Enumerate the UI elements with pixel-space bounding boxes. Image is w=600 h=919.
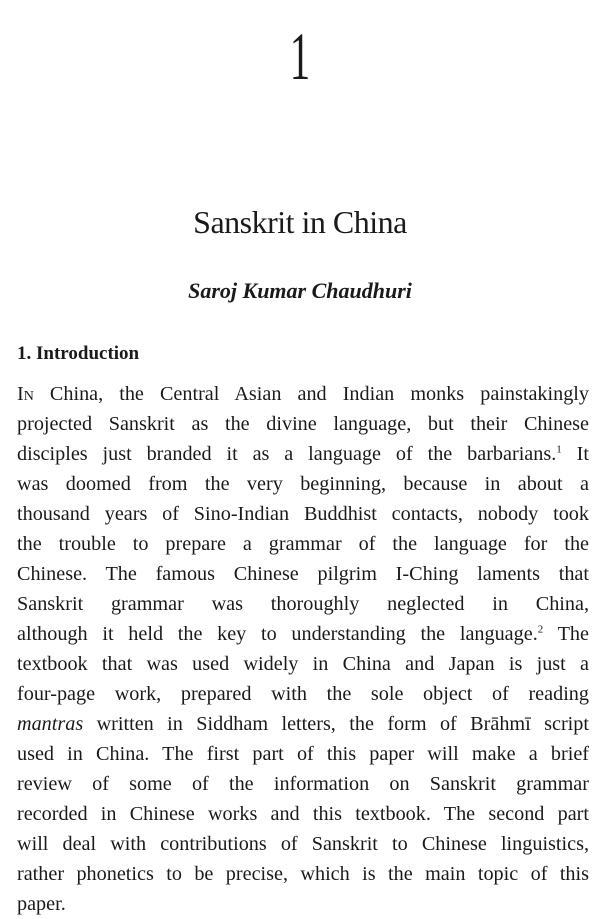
text-line: Sanskrit grammar was thoroughly neglected in China, [17,593,589,615]
text-line [17,439,589,469]
footnote-ref: 1 [556,443,562,456]
chapter-number: 1 [289,18,311,94]
line-text: China, the Central Asian and Indian monks painstakingly [33,383,589,405]
line-text: disciples just branded it as a language of the barbarians. [17,443,557,465]
author-name: Saroj Kumar Chaudhuri [188,278,412,303]
line-text: The [543,623,589,645]
text-line [17,619,589,649]
body-paragraph [17,379,589,919]
line-text: It [561,443,589,465]
footnote-ref: 2 [537,623,544,636]
text-line [17,709,589,739]
text-line: Chinese. The famous Chinese pilgrim I-Ching laments that [17,563,589,585]
text-line: rather phonetics to be precise, which is the main topic of this [17,863,589,885]
text-line: review of some of the information on Sanskrit grammar [17,773,589,795]
text-line [17,379,589,409]
text-line: paper. [17,893,66,915]
text-line: four-page work, prepared with the sole object of reading [17,683,589,705]
chapter-title: Sanskrit in China [193,204,407,240]
italic-word: mantras [17,713,84,735]
text-line: was doomed from the very beginning, because in about a [17,473,589,495]
section-heading: 1. Introduction [17,343,140,364]
dropcap-word: In [17,383,34,405]
text-line: used in China. The first part of this paper will make a brief [17,743,589,765]
text-line: the trouble to prepare a grammar of the language for the [17,533,589,555]
text-line: thousand years of Sino-Indian Buddhist contacts, nobody took [17,503,589,525]
text-line: will deal with contributions of Sanskrit to Chinese linguistics, [17,833,589,855]
text-line: recorded in Chinese works and this textbook. The second part [17,803,589,825]
line-text: although it held the key to understanding the language. [17,623,538,645]
line-text: written in Siddham letters, the form of Brāhmī script [96,713,589,735]
text-line: textbook that was used widely in China and Japan is just a [17,653,589,675]
text-line: projected Sanskrit as the divine language, but their Chinese [17,413,589,435]
